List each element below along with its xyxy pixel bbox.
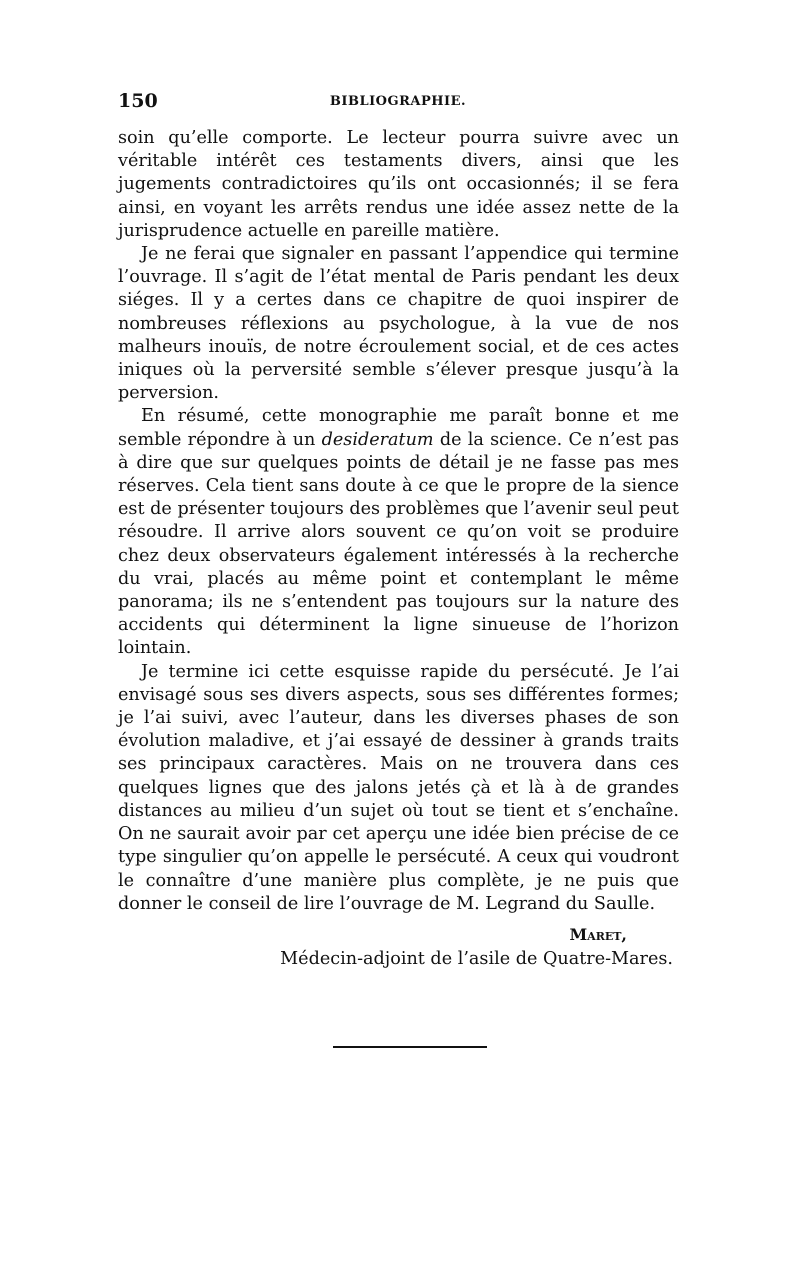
paragraph-3 [118, 405, 679, 660]
paragraph-2-text: Je ne ferai que signaler en passant l’appendice qui termine l’ouvrage. Il s’agit de l’état mental de Paris pendant les deux siéges. Il y a certes dans ce chapitre de quoi inspirer de nombreuses réflexions au psychologue, à la vue de nos malheurs inouïs, de notre écroulement social, et de ces actes iniques où la perversité semble s’élever presque jusqu’à la perversion. [118, 244, 679, 404]
page-number: 150 [118, 90, 158, 112]
paragraph-1 [118, 127, 679, 243]
paragraph-3-emphasis: desideratum [321, 429, 434, 450]
paragraph-3-text-end: de la science. Ce n’est pas à dire que sur quelques points de détail je ne fasse pas mes réserves. Cela tient sans doute à ce que le propre de la sience est de présenter toujours des problèmes que l’avenir seul peut résoudre. Il arrive alors souvent ce qu’on voit se produire chez deux observateurs également intéressés à la recherche du vrai, placés au même point et contemplant le même panorama; ils ne s’entendent pas toujours sur la nature des accidents qui déterminent la ligne sinueuse de l’horizon lointain. [118, 429, 679, 659]
paragraph-4 [118, 661, 679, 916]
signature-title: Médecin-adjoint de l’asile de Quatre-Mares. [280, 949, 673, 969]
paragraph-4-text: Je termine ici cette esquisse rapide du persécuté. Je l’ai envisagé sous ses divers aspects, sous ses différentes formes; je l’ai suivi, avec l’auteur, dans les diverses phases de son évolution maladive, et j’ai essayé de dessiner à grands traits ses principaux caractères. Mais on ne trouvera dans ces quelques lignes que des jalons jetés çà et là à de grandes distances au milieu d’un sujet où tout se tient et s’enchaîne. On ne saurait avoir par cet aperçu une idée bien précise de ce type singulier qu’on appelle le persécuté. A ceux qui voudront le connaître d’une manière plus complète, je ne puis que donner le conseil de lire l’ouvrage de M. Legrand du Saulle. [118, 661, 679, 914]
paragraph-3-text-start: En résumé, cette monographie me paraît bonne et me semble répondre à un [118, 406, 679, 450]
running-title: BIBLIOGRAPHIE. [329, 94, 467, 109]
signature-block [118, 922, 679, 972]
body-text [118, 127, 679, 916]
paragraph-1-text: soin qu’elle comporte. Le lecteur pourra suivre avec un véritable intérêt ces testaments divers, ainsi que les jugements contradictoires qu’ils ont occasionnés; il se fera ainsi, en voyant les arrêts rendus une idée assez nette de la jurisprudence actuelle en pareille matière. [118, 128, 679, 241]
signature-name: Maret, [569, 925, 627, 944]
paragraph-2 [118, 243, 679, 405]
closing-rule [333, 1046, 487, 1048]
page-header [118, 90, 678, 118]
